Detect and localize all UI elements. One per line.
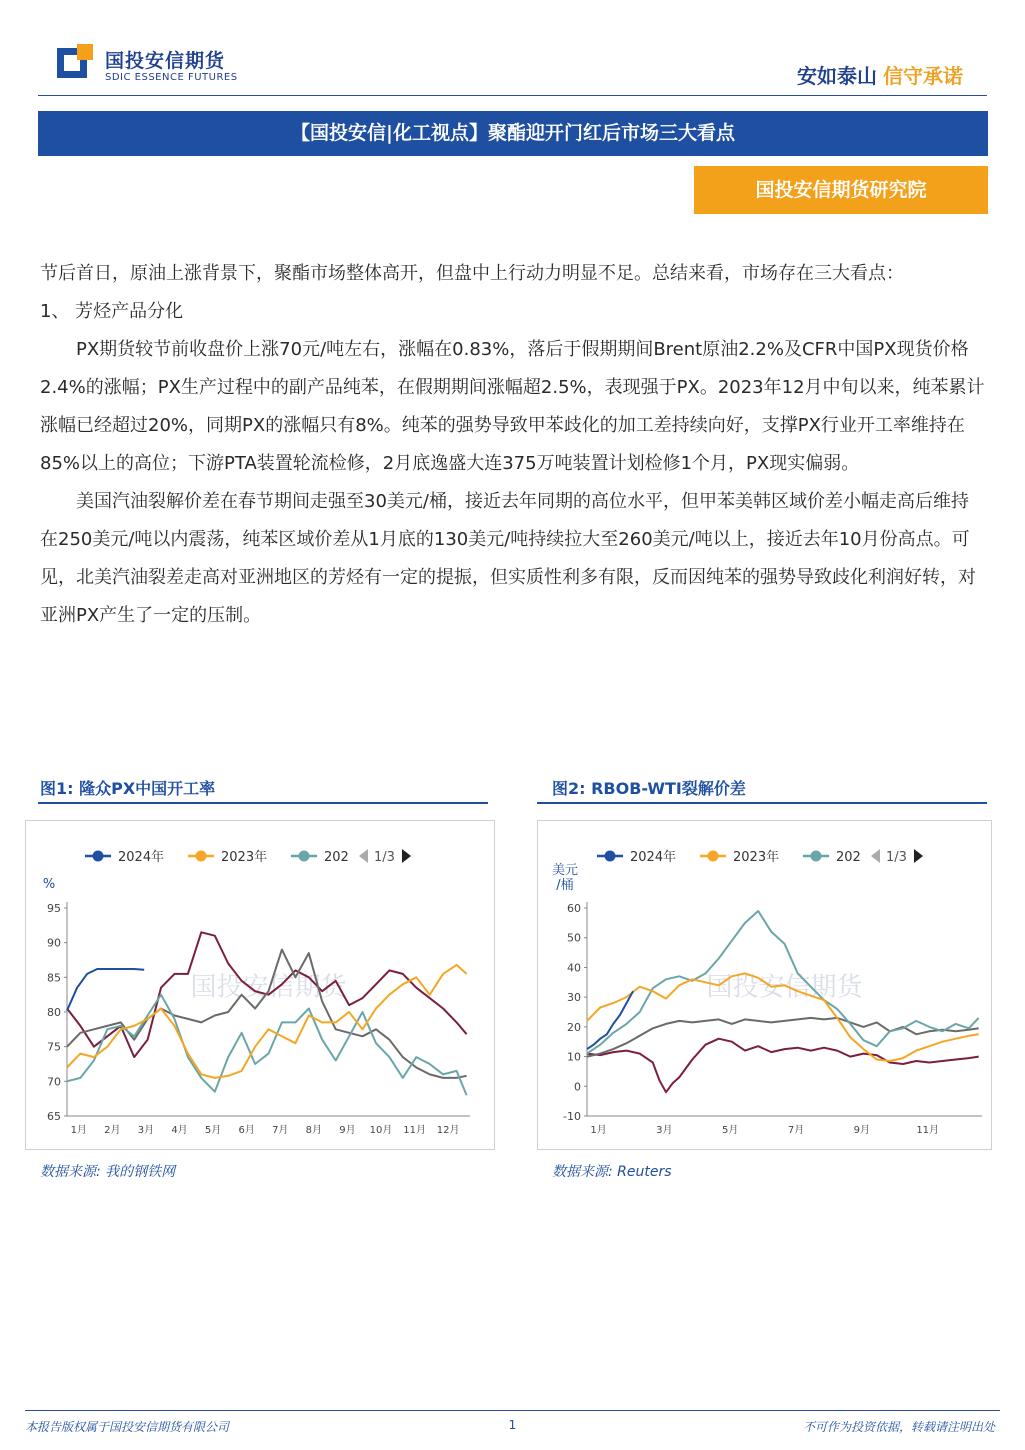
y-tick-label: 85 [47,971,61,985]
x-tick-label: 5月 [722,1125,739,1136]
legend-label: 2024年 [630,850,677,865]
x-tick-label: 2月 [104,1125,121,1136]
y-tick-label: 65 [47,1110,61,1123]
x-tick-label: 5月 [204,1125,222,1136]
y-tick-label: 95 [47,902,61,915]
footer-copyright: 本报告版权属于国投安信期货有限公司 [25,1420,230,1434]
x-tick-label: 7月 [787,1125,805,1136]
y-tick-label: 30 [567,991,581,1005]
y-tick-label: -10 [563,1110,581,1123]
x-tick-label: 9月 [853,1125,871,1136]
figure-2-rule [537,802,987,804]
figure-1-source: 数据来源: 我的钢铁网 [40,1164,176,1180]
legend-label: 2023年 [733,850,780,865]
y-tick-label: 50 [567,931,581,945]
slogan-a: 安如泰山 [797,64,877,88]
x-tick-label: 1月 [70,1125,87,1136]
legend-label: 202 [324,850,349,865]
section-heading: 1、 芳烃产品分化 [40,301,184,322]
x-tick-label: 7月 [272,1125,289,1136]
y-tick-label: 40 [567,961,581,975]
legend-label: 2024年 [118,850,165,865]
x-tick-label: 12月 [436,1125,460,1136]
x-tick-label: 8月 [305,1125,323,1136]
paragraph: 节后首日，原油上涨背景下，聚酯市场整体高开，但盘中上行动力明显不足。总结来看，市场存在三大看点： [40,263,904,284]
slogan [797,60,963,89]
figure-1-title: 图1: 隆众PX中国开工率 [40,779,216,798]
x-tick-label: 4月 [171,1125,188,1136]
department-badge: 国投安信期货研究院 [694,166,988,214]
header-divider [38,95,987,96]
logo-cn: 国投安信期货 [105,50,226,72]
y-tick-label: 75 [47,1040,61,1054]
legend-marker [708,851,719,862]
paragraph: PX期货较节前收盘价上涨70元/吨左右，涨幅在0.83%，落后于假期期间Brent原油2.2%及CFR中国PX现货价格2.4%的涨幅；PX生产过程中的副产品纯苯，在假期期间涨幅超2.5%，表现强于PX。2023年12月中旬以来，纯苯累计涨幅已经超过20%，同期PX的涨幅只有8%。纯苯的强势导致甲苯歧化的加工差持续向好，支撑PX行业开工率维持在85%以上的高位；下游PTA装置轮流检修，2月底逸盛大连375万吨装置计划检修1个月，PX现实偏弱。 [40,339,985,474]
figure-2-chart [537,820,992,1150]
legend-label: 202 [836,850,861,865]
footer-disclaimer: 不可作为投资依据，转载请注明出处 [802,1420,995,1434]
x-tick-label: 9月 [339,1125,356,1136]
slogan-b: 信守承诺 [883,64,963,88]
y-tick-label: 80 [47,1006,61,1019]
x-tick-label: 11月 [916,1125,940,1136]
legend-label: 2023年 [221,850,268,865]
x-tick-label: 3月 [656,1125,673,1136]
y-tick-label: 90 [47,936,61,950]
legend-marker [93,851,104,862]
legend-marker [605,851,616,862]
figure-2-title: 图2: RBOB-WTI裂解价差 [552,779,746,798]
legend-page: 1/3 [374,850,395,865]
y-tick-label: 0 [574,1080,581,1094]
logo-mark-icon [55,42,95,82]
paragraph: 美国汽油裂解价差在春节期间走强至30美元/桶，接近去年同期的高位水平，但甲苯美韩区域价差小幅走高后维持在250美元/吨以内震荡，纯苯区域价差从1月底的130美元/吨持续拉大至260美元/吨以上，接近去年10月份高点。可见，北美汽油裂差走高对亚洲地区的芳烃有一定的提振，但实质性利多有限，反而因纯苯的强势导致歧化利润好转，对亚洲PX产生了一定的压制。 [40,491,976,626]
x-tick-label: 6月 [238,1125,255,1136]
y-tick-label: 10 [567,1050,581,1064]
figure-1-chart [25,820,495,1150]
y-tick-label: 60 [567,902,581,915]
y-unit-label: /桶 [556,878,574,893]
figure-2-source: 数据来源: Reuters [552,1164,672,1180]
footer-divider [25,1410,1000,1411]
watermark: 国投安信期货 [190,972,347,1003]
company-logo [55,40,275,90]
y-tick-label: 70 [47,1075,61,1089]
legend-marker [299,851,310,862]
logo-en: SDIC ESSENCE FUTURES [105,72,238,83]
x-tick-label: 11月 [403,1125,426,1136]
legend-page: 1/3 [886,850,907,865]
report-title: 【国投安信|化工视点】聚酯迎开门红后市场三大看点 [38,111,988,156]
report-body [40,255,985,635]
page-number: 1 [508,1418,517,1432]
watermark: 国投安信期货 [706,972,863,1003]
x-tick-label: 3月 [137,1125,155,1136]
y-unit-label: 美元 [551,863,579,878]
legend-marker [196,851,207,862]
legend-marker [811,851,822,862]
x-tick-label: 1月 [590,1125,607,1136]
y-unit-label: % [42,877,56,892]
y-tick-label: 20 [567,1020,581,1034]
figure-1-rule [38,802,488,804]
x-tick-label: 10月 [369,1125,393,1136]
